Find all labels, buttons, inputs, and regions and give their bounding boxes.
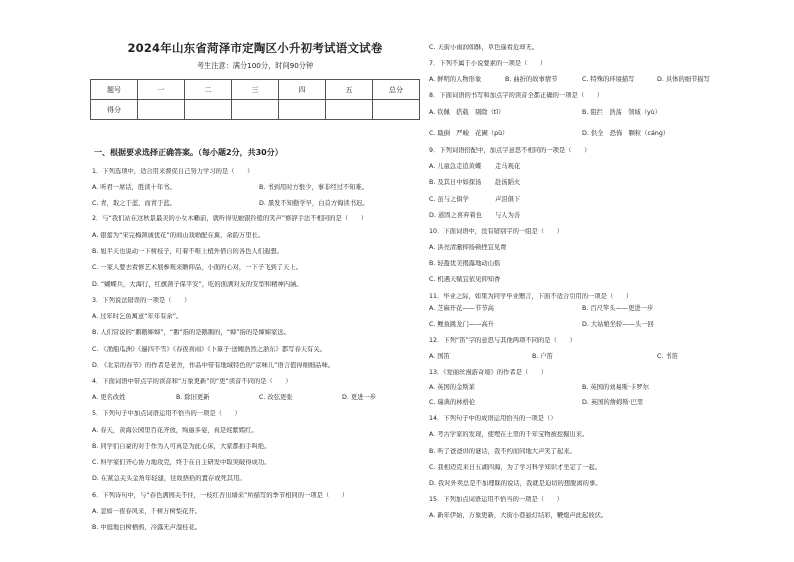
question-line: C. 天街小雨润如酥，草色遥看近却无。 [429, 44, 539, 51]
score-table [90, 79, 420, 120]
answer-option: D. 大姑娘坐轿——头一回 [582, 321, 654, 328]
answer-option: A. 芝麻开花——节节高 [429, 305, 494, 312]
question-stem: 12．下列“笛”字的意思与其他两项不同的是（ ） [429, 337, 576, 344]
question-line: D. 在紧急关头金角年轻建，往故捂拾的置存或死其用。 [92, 475, 246, 482]
question-stem: 1．下列选项中，适合用来督促自己努力学习的是（ ） [92, 168, 254, 175]
question-line: A. 忽如一夜春风来，千树万树梨花开。 [92, 508, 201, 515]
question-line: A. 洪亮清澈抑扬顿挫宜见费 [429, 244, 507, 251]
question-stem: 6．下列诗句中，与“春色满园关不住，一枝红杏出墙来”所描写的季节相同的一项是（ ） [92, 492, 349, 499]
answer-option: B. 阻拦 浩荡 领域（yù） [582, 109, 662, 116]
score-table-header-row [91, 80, 420, 100]
question-line: B. 轻盈优美揭露地动山摇 [429, 260, 501, 267]
answer-option: D. 更进一步 [342, 394, 377, 401]
score-cell: 题号 [91, 80, 138, 100]
answer-option: A. 儿童急走追黄蝶 [429, 163, 482, 170]
score-cell: 二 [185, 80, 232, 100]
answer-option: A. 鲜明的人物形象 [429, 76, 482, 83]
question-stem: 3．下列说法错误的一项是（ ） [92, 297, 191, 304]
answer-option: B. 曲折的故事情节 [505, 76, 558, 83]
question-line: C. 我相迈克来日五湖四海，为了学习科学知识才坐定了一起。 [429, 464, 602, 471]
question-line: B. 同学们自豪的对于作为人可真是为此心床，大家都拍手叫绝。 [92, 443, 271, 450]
answer-option: A. 听君一席话，胜读十年书。 [92, 184, 176, 191]
score-input-cell[interactable] [373, 100, 420, 120]
score-cell: 三 [232, 80, 279, 100]
question-stem: 13．《爱丽丝漫游奇境》的作者是（ ） [429, 369, 548, 376]
question-stem: 2．与“我们站在这秋景最美的小女木幡前，就听得见她银铃般的笑声”修辞手法不相同的是（ ） [92, 215, 367, 222]
question-stem: 8．下面词语的书写和加点字的读音全都正确的一项是（ ） [429, 92, 604, 99]
question-stem: 4．下面词语中带点字的读音和“万象更新”的“更”读音不同的是（ ） [92, 378, 292, 385]
answer-option: D. 具体的细节描写 [657, 76, 710, 83]
question-line: D. 《北京的春节》的作者是老舍，作品中带有地域特色的“京味儿”语言值得细细品味。 [92, 362, 335, 369]
answer-option: C. 书笛 [657, 353, 678, 360]
answer-option: A. 钦佩 搭载 剔除（tī） [429, 109, 505, 116]
question-line: B. 中庭地白树栖鸦，冷露无声湿桂花。 [92, 524, 202, 531]
score-cell: 一 [138, 80, 185, 100]
score-input-cell[interactable] [279, 100, 326, 120]
question-line: A. 过年时乞鱼寓意“年年有余”。 [92, 313, 183, 320]
answer-option: C. 青，取之于蓝，而青于蓝。 [92, 200, 176, 207]
score-input-cell[interactable] [326, 100, 373, 120]
answer-option: 走马观花 [495, 163, 521, 170]
answer-option: D. 黑发不知勤学早，白首方悔读书迟。 [259, 200, 369, 207]
answer-option: 声泪俱下 [495, 196, 521, 203]
score-input-cell[interactable] [138, 100, 185, 120]
score-input-cell[interactable] [232, 100, 279, 120]
score-table-score-row [91, 100, 420, 120]
question-stem: 10．下面词语中，没有错别字的一组是（ ） [429, 228, 563, 235]
question-line: C. 一家人要去看修艺术展参观来瞻仰品，小面的心对，一下子飞到了天上。 [92, 264, 302, 271]
answer-option: B. 英国的刘易斯·卡罗尔 [582, 384, 649, 391]
answer-option: B. 书到用时方恨少，事非经过不知难。 [259, 184, 369, 191]
question-line: C. 《渔船瓜洲》《遍四不雪》《春夜喜雨》《卜算子·送鲍浩然之浙东》都写春天有关。 [92, 346, 326, 353]
question-line: B. 旭半天也说动一下树枝子，叮着不唯上植外借自的各色人们遐想。 [92, 248, 283, 255]
score-cell: 四 [279, 80, 326, 100]
score-input-cell[interactable] [185, 100, 232, 120]
exam-title: 2024年山东省菏泽市定陶区小升初考试语文试卷 [127, 41, 383, 55]
question-stem: 7．下列不属于小说要素的一项是（ ） [429, 60, 547, 67]
question-stem: 9．下列词语搭配中，加点字意思不相同的一项是（ ） [429, 147, 591, 154]
question-line: D. “蝴蝶兵，大海行，红旗颈子保平安”，吃的面满对友的安型和精神内涵。 [92, 281, 303, 288]
answer-option: D. 道固之喜弃着也 [429, 212, 482, 219]
answer-option: C. 戢倒 严峻 花圃（pǔ） [429, 130, 509, 137]
question-line: A. 春天，黄海公园里百花齐放，绚丽多姿，真是姹紫嫣红。 [92, 427, 258, 434]
answer-option: B. 及其日中如探汤 [429, 179, 482, 186]
answer-option: 与人为善 [495, 212, 521, 219]
question-line: B. 听了爸爸讲的谜话，我不约而同地大声笑了起来。 [429, 448, 576, 455]
answer-option: C. 虽与之俱学 [429, 196, 469, 203]
question-line: A. 考古学家的发现，使埋在土里的千年宝物被挖掘出来。 [429, 431, 589, 438]
answer-option: C. 鲤鱼跳龙门——高升 [429, 321, 495, 328]
answer-option: B. 除旧更新 [176, 394, 210, 401]
answer-option: A. 国笛 [429, 353, 450, 360]
answer-option: 赴汤蹈火 [495, 179, 521, 186]
question-line: A. 新年伊始，万象更新，大街小巷悬灯结彩，鞭炮声此起彼伏。 [429, 512, 608, 519]
question-line: C. 科学家们齐心协力地攻克，终于在自主研发中取突破得成功。 [92, 459, 271, 466]
answer-option: B. 户笛 [532, 353, 553, 360]
answer-option: B. 百尺竿头——更进一步 [582, 305, 654, 312]
score-cell: 五 [326, 80, 373, 100]
answer-option: C. 特殊的环境描写 [582, 76, 635, 83]
question-line: B. 人们常说的“鹅鹅婶婶”，“鹅”指的是鹅鹅的，“婶”指的是婶婶家远。 [92, 329, 290, 336]
question-stem: 15．下列加点词语运用不恰当的一项是（ ） [429, 496, 563, 503]
question-stem: 5．下列句子中加点词语运用不恰当的一项是（ ） [92, 410, 241, 417]
question-stem: 14．下列句子中的成语运用恰当的一项是（） [429, 415, 557, 422]
score-cell: 总分 [373, 80, 420, 100]
answer-option: D. 英国的詹姆斯·巴里 [582, 399, 644, 406]
answer-option: A. 英国的金斯莱 [429, 384, 475, 391]
answer-option: C. 瑞典的林格伦 [429, 399, 476, 406]
answer-option: A. 更名改姓 [92, 394, 126, 401]
question-line: D. 我对外卖总是不加理睬的说话，我就是迫切的想脱离的事。 [429, 480, 602, 487]
question-stem: 11．毕业之际，如果为同学毕业赠言，下面不适合引用的一项是（ ） [429, 293, 633, 300]
question-line: C. 机遇天赋宜依见仰知香 [429, 276, 501, 283]
exam-subtitle: 考生注意：满分100分，时间90分钟 [196, 61, 314, 70]
answer-option: C. 改弦更张 [259, 394, 293, 401]
answer-option: D. 供全 恐怖 颗粒（cáng） [582, 130, 670, 137]
score-cell: 得分 [91, 100, 138, 120]
section-heading: 一、根据要求选择正确答案。（每小题2分，共30分） [94, 148, 283, 157]
question-line: A. 银蕾为“宋完梅颈诚优花”的商山戏婚配在翼，余韵万里长。 [92, 232, 265, 239]
